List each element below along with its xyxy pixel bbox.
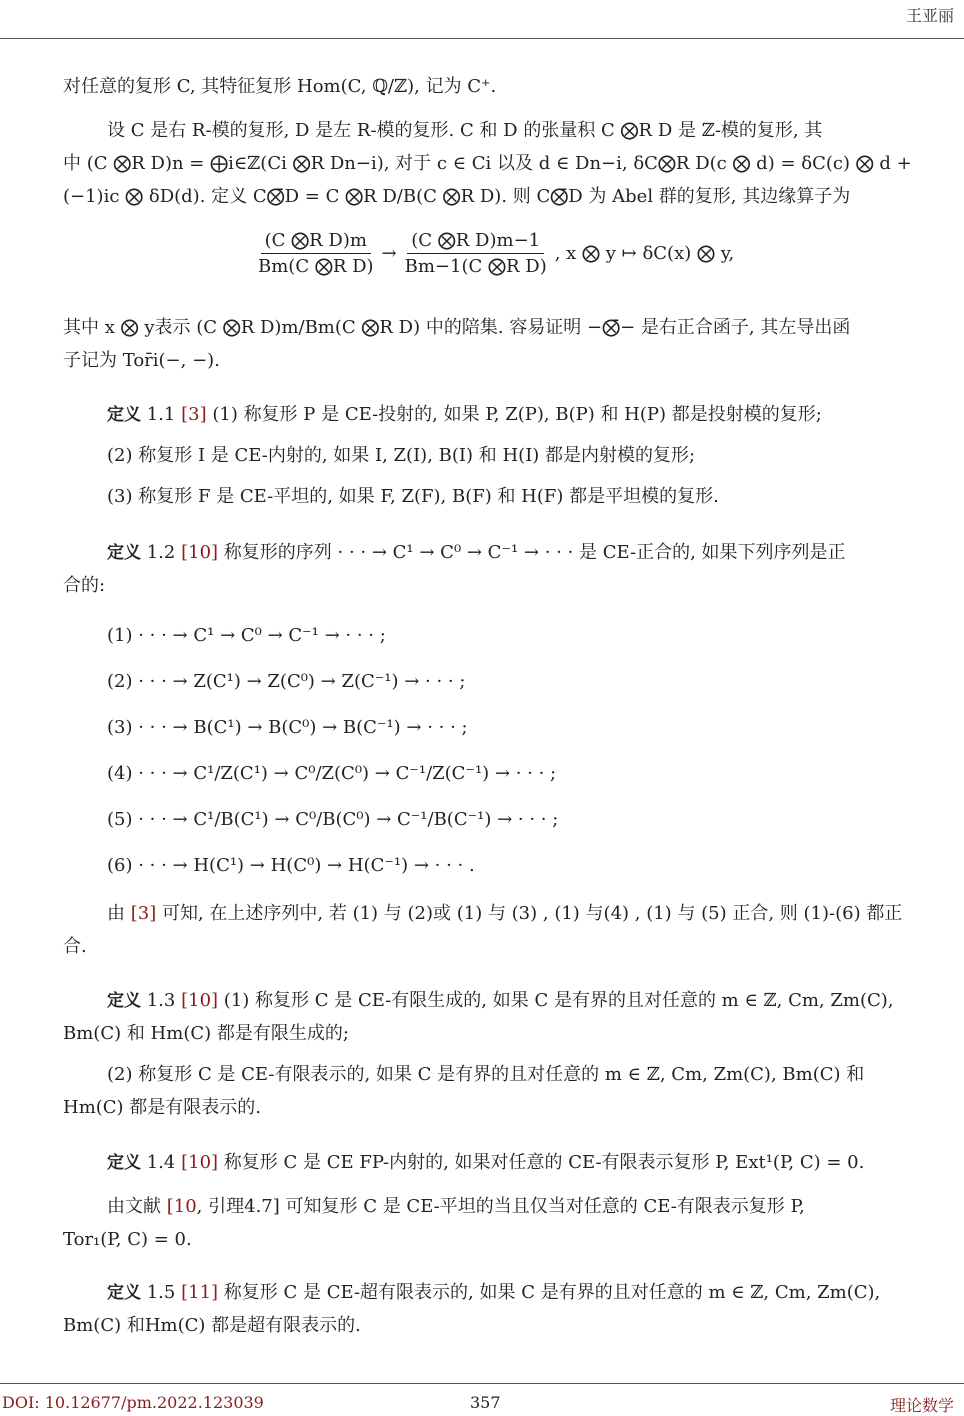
citation-link[interactable]: [11] <box>181 1282 219 1303</box>
list-item: (3) · · · → B(C¹) → B(C⁰) → B(C⁻¹) → · · · ; <box>107 717 468 738</box>
citation-link[interactable]: [10] <box>181 542 219 563</box>
text-run: (1) 称复形 C 是 CE-有限生成的, 如果 C 是有界的且对任意的 m ∈ ℤ, Cm, Zm(C), <box>223 990 894 1011</box>
text-run: 称复形 C 是 CE FP-内射的, 如果对任意的 CE-有限表示复形 P, Ext¹(P, C) = 0. <box>223 1152 865 1173</box>
fraction <box>254 230 378 277</box>
text-line: Tor₁(P, C) = 0. <box>63 1229 192 1250</box>
definition-1-3 <box>63 984 963 1124</box>
definition-number: 1.4 <box>146 1152 176 1173</box>
doi-link[interactable]: DOI: 10.12677/pm.2022.123039 <box>2 1393 264 1412</box>
text-run: , 引理4.7] <box>196 1196 280 1217</box>
text-line: 中 (C ⨂R D)n = ⨁i∈ℤ(Ci ⨂R Dn−i), 对于 c ∈ Ci 以及 d ∈ Dn−i, δC⨂R D(c ⨂ d) = δC(c) ⨂ d + <box>63 153 912 174</box>
page-number: 357 <box>470 1393 501 1412</box>
text-line: (3) 称复形 F 是 CE-平坦的, 如果 F, Z(F), B(F) 和 H(F) 都是平坦模的复形. <box>107 486 719 507</box>
text-line: 对任意的复形 C, 其特征复形 Hom(C, ℚ/ℤ), 记为 C⁺. <box>63 76 497 97</box>
running-header-author: 王亚丽 <box>905 6 954 25</box>
header-rule <box>0 38 964 39</box>
display-formula-boundary-map <box>250 230 734 277</box>
fraction-numerator: (C ⨂R D)m <box>261 230 371 254</box>
paragraph-tensor-product <box>63 114 963 213</box>
definition-number: 1.2 <box>146 542 176 563</box>
journal-name-link[interactable]: 理论数学 <box>889 1396 954 1415</box>
text-line: (2) 称复形 I 是 CE-内射的, 如果 I, Z(I), B(I) 和 H(I) 都是内射模的复形; <box>107 445 696 466</box>
definition-label: 定义 <box>107 1283 141 1303</box>
sequence-list <box>63 613 963 889</box>
definition-first-line <box>63 398 963 431</box>
definition-label: 定义 <box>107 991 141 1011</box>
text-run: 称复形 C 是 CE-超有限表示的, 如果 C 是有界的且对任意的 m ∈ ℤ, Cm, Zm(C), <box>223 1282 881 1303</box>
text-run: 称复形的序列 · · · → C¹ → C⁰ → C⁻¹ → · · · 是 CE-正合的, 如果下列序列是正 <box>223 542 846 563</box>
text-line: 合. <box>63 936 87 957</box>
fraction-denominator: Bm−1(C ⨂R D) <box>404 256 547 277</box>
text-line <box>63 1190 963 1223</box>
text-line: 子记为 Tor̄i(−, −). <box>63 350 220 371</box>
text-line: Bm(C) 和Hm(C) 都是超有限表示的. <box>63 1315 361 1336</box>
text-line: 设 C 是右 R-模的复形, D 是左 R-模的复形. C 和 D 的张量积 C ⨂R D 是 ℤ-模的复形, 其 <box>107 120 823 141</box>
fraction-denominator: Bm(C ⨂R D) <box>258 256 374 277</box>
citation-link[interactable]: [3] <box>181 404 207 425</box>
definition-1-5 <box>63 1276 963 1342</box>
citation-link[interactable]: [3] <box>130 903 157 924</box>
definition-first-line <box>63 1146 963 1179</box>
paragraph-coset <box>63 311 963 377</box>
definition-label: 定义 <box>107 543 141 563</box>
fraction <box>401 230 551 277</box>
paragraph-lemma <box>63 1190 963 1256</box>
paragraph-remark <box>63 897 963 963</box>
definition-1-2 <box>63 536 963 602</box>
text-line: (−1)ic ⨂ δD(d). 定义 C⨂̄D = C ⨂R D/B(C ⨂R D). 则 C⨂̄D 为 Abel 群的复形, 其边缘算子为 <box>63 186 851 207</box>
list-item: (5) · · · → C¹/B(C¹) → C⁰/B(C⁰) → C⁻¹/B(C⁻¹) → · · · ; <box>107 809 559 830</box>
definition-number: 1.1 <box>146 404 176 425</box>
citation-link[interactable]: [10] <box>181 1152 219 1173</box>
text-line <box>63 897 963 930</box>
definition-first-line <box>63 536 963 569</box>
definition-first-line <box>63 1276 963 1309</box>
definition-first-line <box>63 984 963 1017</box>
text-run: 可知, 在上述序列中, 若 (1) 与 (2)或 (1) 与 (3) , (1) 与(4) , (1) 与 (5) 正合, 则 (1)-(6) 都正 <box>156 903 903 924</box>
definition-label: 定义 <box>107 405 141 425</box>
text-line: 合的: <box>63 575 106 596</box>
citation-link[interactable]: [10 <box>166 1196 197 1217</box>
text-line: Bm(C) 和 Hm(C) 都是有限生成的; <box>63 1023 349 1044</box>
list-item: (4) · · · → C¹/Z(C¹) → C⁰/Z(C⁰) → C⁻¹/Z(C⁻¹) → · · · ; <box>107 763 557 784</box>
fraction-numerator: (C ⨂R D)m−1 <box>407 230 544 254</box>
text-run: 由 <box>107 903 131 924</box>
text-run: 可知复形 C 是 CE-平坦的当且仅当对任意的 CE-有限表示复形 P, <box>279 1196 805 1217</box>
text-run: (1) 称复形 P 是 CE-投射的, 如果 P, Z(P), B(P) 和 H(P) 都是投射模的复形; <box>212 404 822 425</box>
definition-1-4 <box>63 1146 963 1179</box>
arrow-symbol: → <box>381 243 397 264</box>
citation-link[interactable]: [10] <box>181 990 219 1011</box>
list-item: (2) · · · → Z(C¹) → Z(C⁰) → Z(C⁻¹) → · · · ; <box>107 671 466 692</box>
map-expression: , x ⨂ y ↦ δC(x) ⨂ y, <box>554 243 735 264</box>
footer-rule <box>0 1383 964 1384</box>
text-line: 其中 x ⨂ y表示 (C ⨂R D)m/Bm(C ⨂R D) 中的陪集. 容易证明 −⨂̄− 是右正合函子, 其左导出函 <box>63 317 851 338</box>
definition-1-1 <box>63 398 963 513</box>
text-line: Hm(C) 都是有限表示的. <box>63 1097 262 1118</box>
definition-number: 1.3 <box>146 990 176 1011</box>
definition-number: 1.5 <box>146 1282 176 1303</box>
text-run: 由文献 <box>107 1196 167 1217</box>
text-line: (2) 称复形 C 是 CE-有限表示的, 如果 C 是有界的且对任意的 m ∈ ℤ, Cm, Zm(C), Bm(C) 和 <box>107 1064 865 1085</box>
list-item: (1) · · · → C¹ → C⁰ → C⁻¹ → · · · ; <box>107 625 386 646</box>
definition-label: 定义 <box>107 1153 141 1173</box>
list-item: (6) · · · → H(C¹) → H(C⁰) → H(C⁻¹) → · · · . <box>107 855 475 876</box>
paragraph-character-complex <box>63 70 963 103</box>
